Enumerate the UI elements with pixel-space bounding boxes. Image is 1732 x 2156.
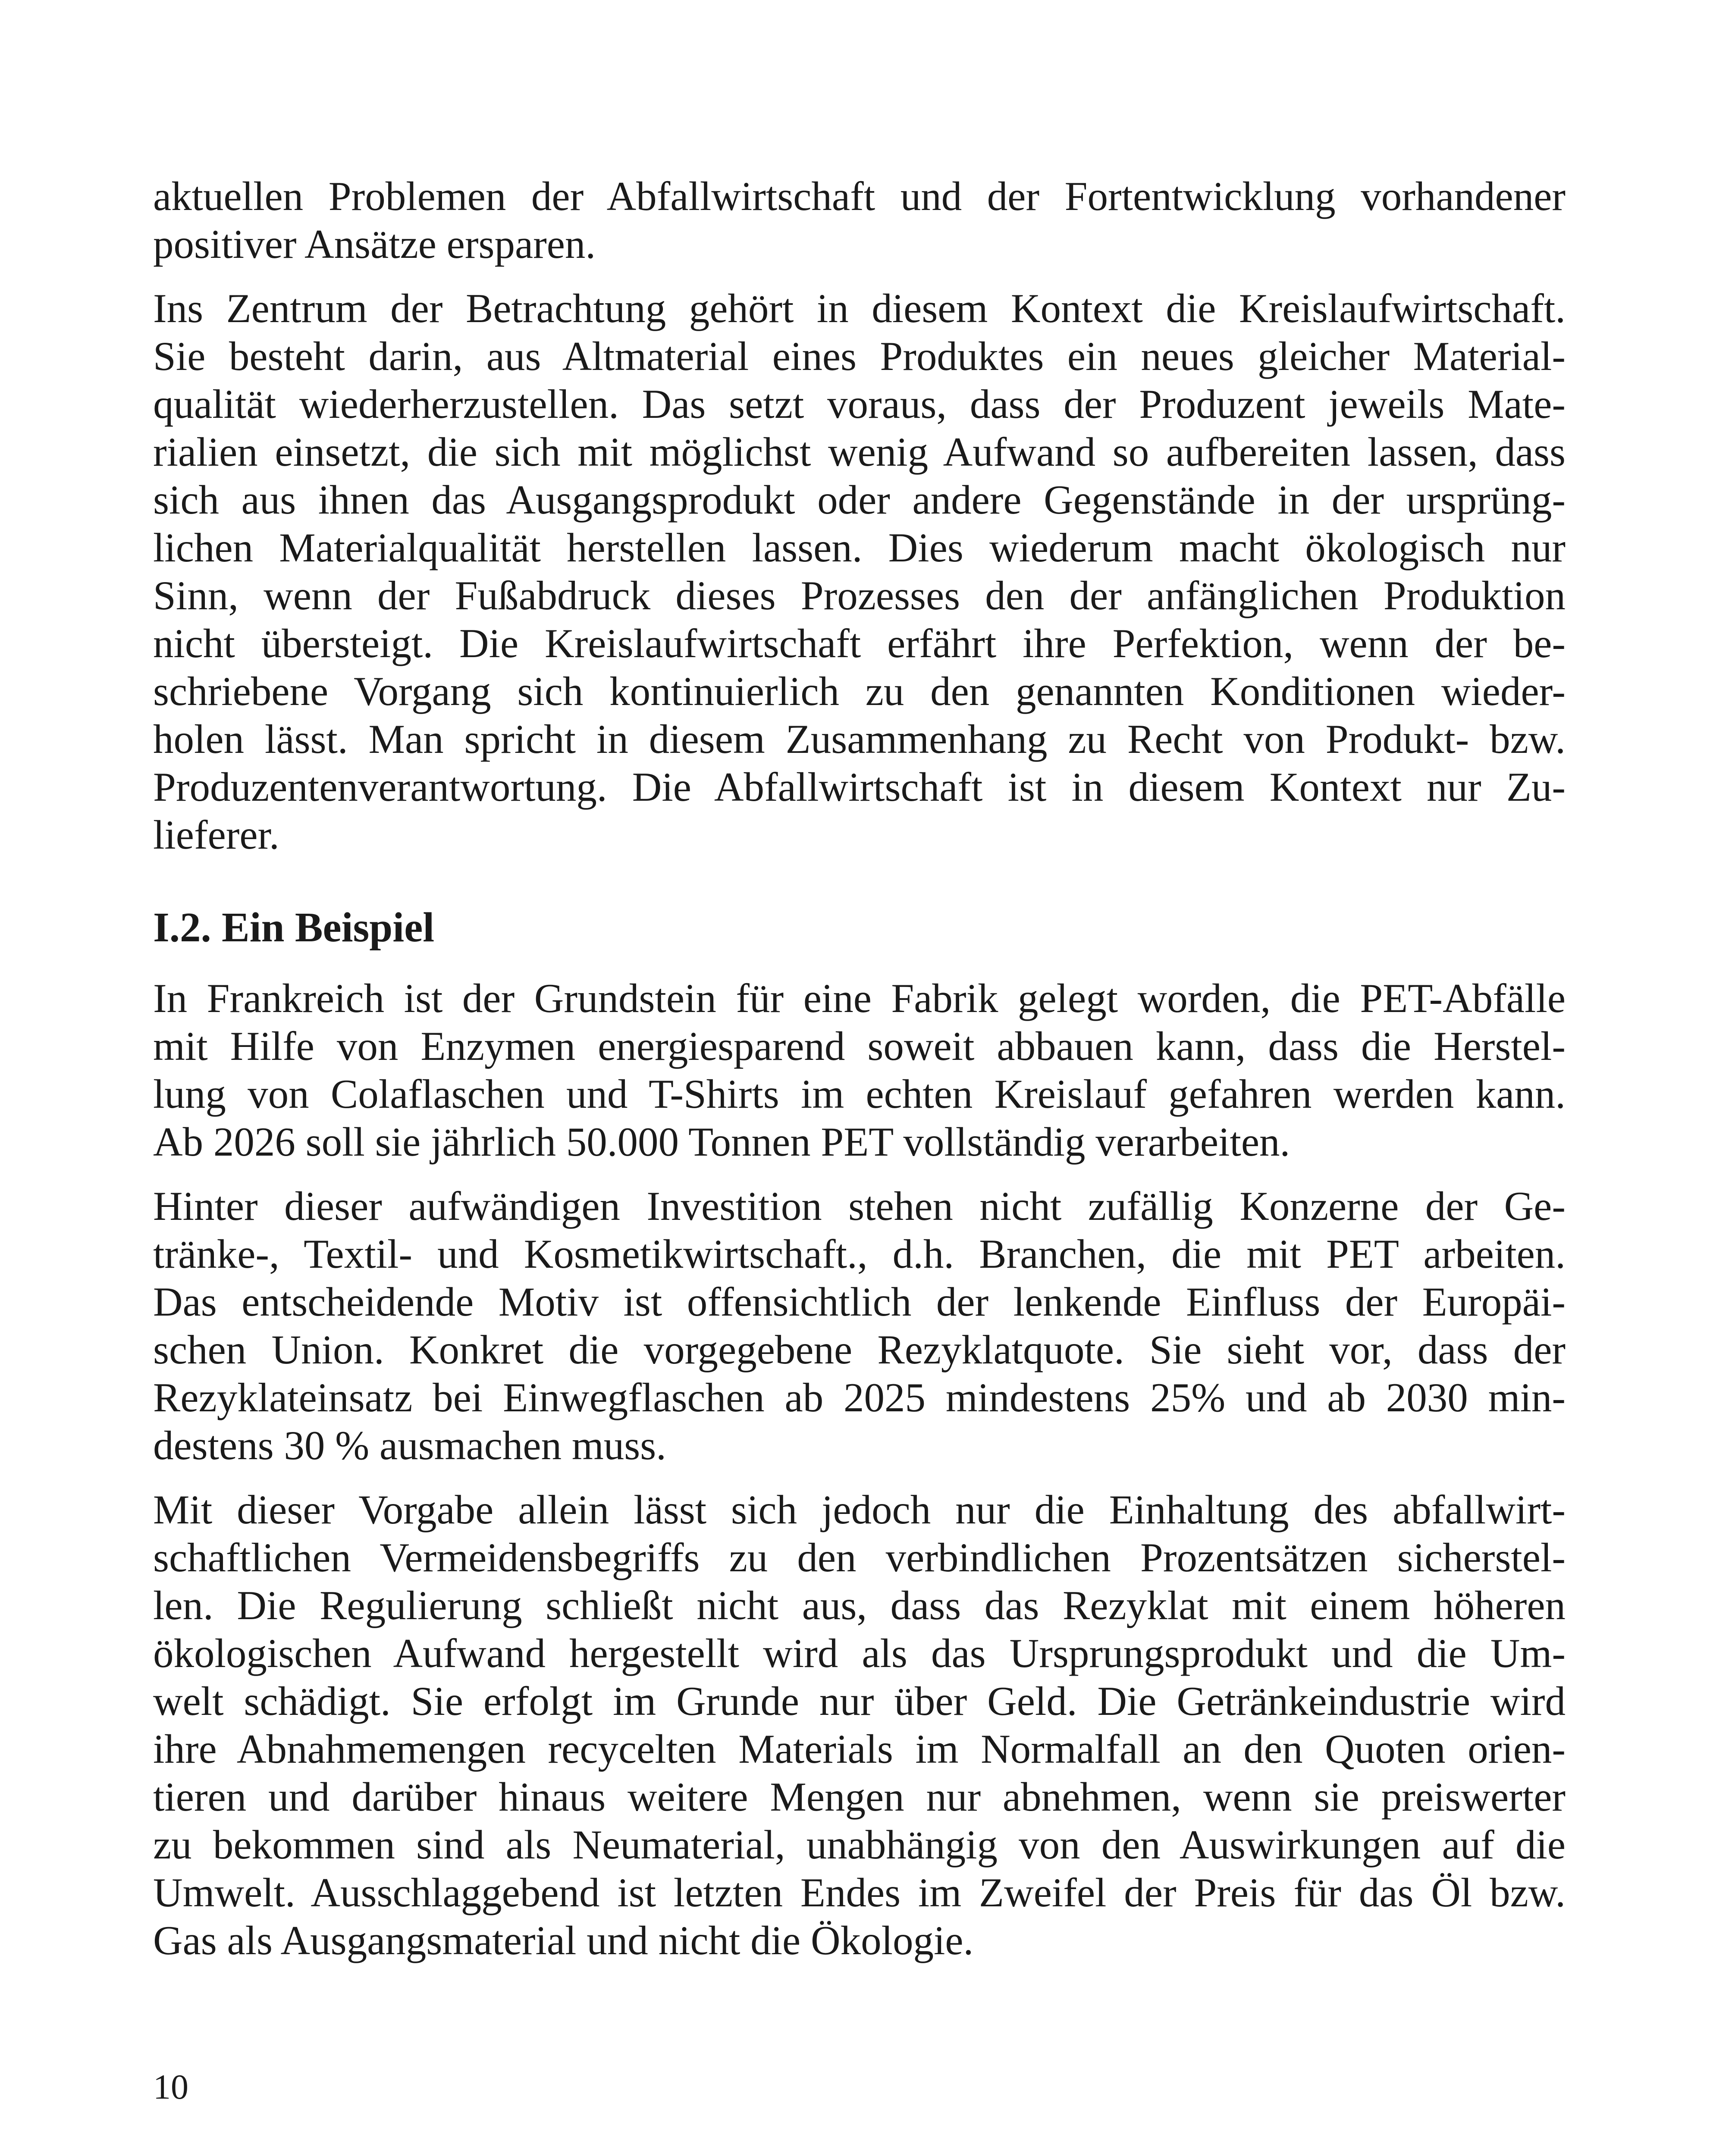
text-block-example xyxy=(153,975,1566,1965)
text-line: Gas als Ausgangsmaterial und nicht die Ökologie. xyxy=(153,1918,974,1963)
text-line: zu bekommen sind als Neumaterial, unabhängig von den Auswirkungen auf die xyxy=(153,1822,1566,1868)
text-line: aktuellen Problemen der Abfallwirtschaft und der Fortentwicklung vorhandener xyxy=(153,173,1566,219)
text-line: welt schädigt. Sie erfolgt im Grunde nur über Geld. Die Getränkeindustrie wird xyxy=(153,1678,1566,1724)
text-line: ihre Abnahmemengen recycelten Materials im Normalfall an den Quoten orien- xyxy=(153,1726,1566,1772)
text-line: Produzentenverantwortung. Die Abfallwirtschaft ist in diesem Kontext nur Zu- xyxy=(153,764,1566,810)
text-line: mit Hilfe von Enzymen energiesparend soweit abbauen kann, dass die Herstel- xyxy=(153,1023,1566,1069)
text-line: Sie besteht darin, aus Altmaterial eines Produktes ein neues gleicher Material- xyxy=(153,333,1566,379)
paragraph-3 xyxy=(153,975,1566,1166)
text-line: Sinn, wenn der Fußabdruck dieses Prozesses den der anfänglichen Produktion xyxy=(153,573,1566,618)
text-line: tränke-, Textil- und Kosmetikwirtschaft., d.h. Branchen, die mit PET arbeiten. xyxy=(153,1231,1566,1277)
text-line: Hinter dieser aufwändigen Investition stehen nicht zufällig Konzerne der Ge- xyxy=(153,1183,1566,1229)
text-line: rialien einsetzt, die sich mit möglichst wenig Aufwand so aufbereiten lassen, dass xyxy=(153,429,1566,475)
text-line: schaftlichen Vermeidensbegriffs zu den verbindlichen Prozentsätzen sicherstel- xyxy=(153,1535,1566,1580)
text-line: tieren und darüber hinaus weitere Mengen nur abnehmen, wenn sie preiswerter xyxy=(153,1774,1566,1820)
paragraph-1 xyxy=(153,172,1566,268)
text-line: nicht übersteigt. Die Kreislaufwirtschaft erfährt ihre Perfektion, wenn der be- xyxy=(153,620,1566,666)
text-block-intro xyxy=(153,172,1566,859)
text-line: Rezyklateinsatz bei Einwegflaschen ab 2025 mindestens 25% und ab 2030 min- xyxy=(153,1375,1566,1420)
text-line: ökologischen Aufwand hergestellt wird als das Ursprungsprodukt und die Um- xyxy=(153,1630,1566,1676)
text-line: len. Die Regulierung schließt nicht aus, dass das Rezyklat mit einem höheren xyxy=(153,1583,1566,1628)
text-line: Umwelt. Ausschlaggebend ist letzten Endes im Zweifel der Preis für das Öl bzw. xyxy=(153,1870,1566,1915)
text-line: Das entscheidende Motiv ist offensichtlich der lenkende Einfluss der Europäi- xyxy=(153,1279,1566,1325)
text-line: lichen Materialqualität herstellen lassen. Dies wiederum macht ökologisch nur xyxy=(153,525,1566,570)
text-line: Mit dieser Vorgabe allein lässt sich jedoch nur die Einhaltung des abfallwirt- xyxy=(153,1487,1566,1532)
text-line: holen lässt. Man spricht in diesem Zusammenhang zu Recht von Produkt- bzw. xyxy=(153,716,1566,762)
text-line: Ab 2026 soll sie jährlich 50.000 Tonnen PET vollständig verarbeiten. xyxy=(153,1119,1290,1165)
text-line: sich aus ihnen das Ausgangsprodukt oder andere Gegenstände in der ursprüng- xyxy=(153,477,1566,523)
text-line: schriebene Vorgang sich kontinuierlich zu den genannten Konditionen wieder- xyxy=(153,668,1566,714)
text-line: lung von Colaflaschen und T-Shirts im echten Kreislauf gefahren werden kann. xyxy=(153,1071,1566,1117)
paragraph-4 xyxy=(153,1182,1566,1470)
paragraph-2 xyxy=(153,285,1566,859)
text-line: lieferer. xyxy=(153,812,279,858)
page-number: 10 xyxy=(153,2067,188,2106)
text-line: destens 30 % ausmachen muss. xyxy=(153,1423,666,1468)
paragraph-5 xyxy=(153,1486,1566,1965)
text-line: Ins Zentrum der Betrachtung gehört in diesem Kontext die Kreislaufwirtschaft. xyxy=(153,285,1566,331)
text-line: positiver Ansätze ersparen. xyxy=(153,221,596,267)
text-line: qualität wiederherzustellen. Das setzt voraus, dass der Produzent jeweils Mate- xyxy=(153,381,1566,427)
section-heading: I.2. Ein Beispiel xyxy=(153,904,435,950)
text-line: In Frankreich ist der Grundstein für eine Fabrik gelegt worden, die PET-Abfälle xyxy=(153,975,1566,1021)
text-line: schen Union. Konkret die vorgegebene Rezyklatquote. Sie sieht vor, dass der xyxy=(153,1327,1566,1373)
